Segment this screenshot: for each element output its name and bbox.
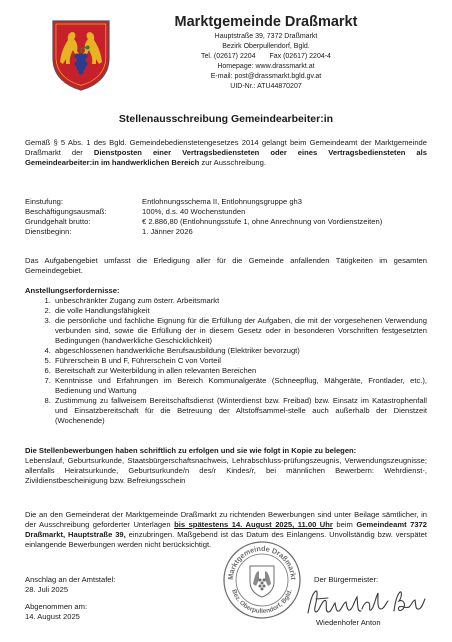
position-details: [25, 197, 427, 237]
application-heading: Die Stellenbewerbungen haben schriftlich zu erfolgen und sie wie folgt in Kopie zu belegen:: [25, 446, 357, 455]
deadline-text-3: einzubringen. Maßgebend ist das Datum des Einlangens. Unvollständig bzw. verspätet einlangende Bewerbungen werden nicht berücksichtigt.: [25, 530, 427, 549]
org-uid: UID-Nr.: ATU44870207: [230, 83, 302, 90]
list-item: 2. die volle Handlungsfähigkeit: [53, 306, 427, 316]
detail-value: 100%, d.s. 40 Wochenstunden: [142, 207, 246, 216]
posted-date: 28. Juli 2025: [25, 585, 69, 594]
org-phone-fax: [140, 52, 392, 62]
org-fax: Fax (02617) 2204-4: [269, 53, 331, 60]
deadline-text-1: Die an den Gemeinderat der Marktgemeinde Draßmarkt zu richtenden Bewerbungen sind unter Beilage sämtlicher, in der Ausschreibung geforderter Unterlagen: [25, 510, 427, 529]
taken-date: 14. August 2025: [25, 612, 80, 621]
page-title: Stellenausschreibung Gemeindearbeiter:in: [118, 113, 334, 125]
scope-paragraph: Das Aufgabengebiet umfasst die Erledigung aller für die Gemeinde anfallenden Tätigkeiten im gesamten Gemeindegebiet.: [25, 256, 427, 275]
intro-bold: Dienstposten einer Vertragsbediensteten oder eines Vertragsbediensteten als Gemeindearbeiter:in im handwerklichen Bereich: [25, 148, 427, 167]
intro-paragraph: [25, 138, 427, 168]
official-seal-icon: [222, 540, 302, 620]
requirements-section: [25, 286, 427, 426]
list-item: 4. abgeschlossenen handwerkliche Berufsausbildung (Elektriker bevorzugt): [53, 346, 427, 356]
list-item: 1. unbeschränkter Zugang zum österr. Arbeitsmarkt: [53, 296, 427, 306]
detail-row: [25, 207, 427, 217]
list-item: 6. Bereitschaft zur Weiterbildung in allen relevanten Bereichen: [53, 366, 427, 376]
application-text: Lebenslauf, Geburtsurkunde, Staatsbürgerschaftsnachweis, Lehrabschluss-prüfungszeugnis, Verwendungszeugnisse; allenfalls Heiratsurkunde, Geburtsurkunde/n des/r Kindes/r, bei männlichen Bewerbern: Wehrdienst-, Zivildienstbescheinigung bzw. Befreiungsschein: [25, 456, 427, 485]
list-item: 5. Führerschein B und F, Führerschein C von Vorteil: [53, 356, 427, 366]
detail-value: € 2.886,80 (Entlohnungsstufe 1, ohne Anrechnung von Vordienstzeiten): [142, 217, 383, 226]
taken-label: Abgenommen am:: [25, 602, 88, 611]
detail-value: 1. Jänner 2026: [142, 227, 193, 236]
detail-label: Beschäftigungsausmaß:: [25, 207, 107, 216]
detail-row: [25, 227, 427, 237]
org-phone: Tel. (02617) 2204: [201, 53, 256, 60]
org-email: E-mail: post@drassmarkt.bgld.gv.at: [210, 73, 322, 80]
posting-info: [25, 575, 115, 595]
deadline-date: bis spätestens 14. August 2025, 11.00 Uhr: [174, 520, 333, 529]
deadline-address: Gemeindeamt 7372 Draßmarkt, Hauptstraße 39,: [25, 520, 427, 539]
coat-of-arms-icon: [50, 18, 112, 92]
detail-label: Dienstbeginn:: [25, 227, 72, 236]
detail-row: [25, 217, 427, 227]
seal-bottom-text: Bez. Oberpullendorf, Bgld.: [230, 588, 294, 616]
intro-text-1: Gemäß § 5 Abs. 1 des Bgld. Gemeindebedienstetengesetzes 2014 gelangt beim Gemeindeamt der Marktgemeinde Draßmarkt der: [25, 138, 427, 157]
detail-label: Grundgehalt brutto:: [25, 217, 91, 226]
org-address: Hauptstraße 39, 7372 Draßmarkt: [214, 33, 318, 40]
requirements-heading: Anstellungserfordernisse:: [25, 286, 120, 295]
org-name: Marktgemeinde Draßmarkt: [174, 14, 358, 30]
list-item: 8. Zustimmung zu fallweisem Bereitschaftsdienst (Winterdienst bzw. Freibad) bzw. Einsatz im Katastrophenfall und Einsatzbereitschaft für die Betreuung der Altstoffsammel-stelle auch außerhalb der Dienstzeit (Wochenende): [53, 396, 427, 426]
mayor-name: Wiedenhofer Anton: [316, 618, 381, 627]
list-item: 3. die persönliche und fachliche Eignung für die Erfüllung der Aufgaben, die mit der vorgesehenen Verwendung verbunden sind, sowie die Erfüllung der in diesem Gesetz oder in besonderen Vorschriften festgesetzten Bedingungen (handwerkliche Geschicklichkeit): [53, 316, 427, 346]
deadline-text-2: beim: [332, 520, 357, 529]
signature-icon: [298, 585, 428, 621]
requirements-list: [25, 296, 427, 426]
removal-info: [25, 602, 87, 622]
org-homepage: Homepage: www.drassmarkt.at: [217, 63, 315, 70]
detail-row: [25, 197, 427, 207]
letterhead: [140, 14, 392, 92]
list-item: 7. Kenntnisse und Erfahrungen im Bereich Kommunalgeräte (Schneepflug, Mähgeräte, Frontlader, etc.), Bedienung und Wartung: [53, 376, 427, 396]
org-district: Bezirk Oberpullendorf, Bgld.: [222, 43, 310, 50]
application-section: [25, 446, 427, 486]
detail-label: Einstufung:: [25, 197, 63, 206]
mayor-label: Der Bürgermeister:: [314, 575, 379, 584]
posted-label: Anschlag an der Amtstafel:: [25, 575, 116, 584]
detail-value: Entlohnungsschema II, Entlohnungsgruppe gh3: [142, 197, 303, 206]
intro-text-2: zur Ausschreibung.: [199, 158, 266, 167]
seal-top-text: Marktgemeinde Draßmarkt: [225, 543, 299, 581]
